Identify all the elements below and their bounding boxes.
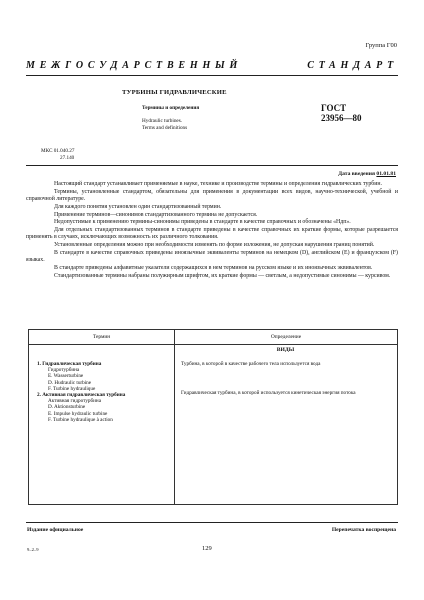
mks-codes — [41, 148, 74, 162]
mks-code-1: МКС 01.040.27 — [41, 148, 75, 154]
term-synonym: Активная гидротурбина — [48, 398, 101, 405]
page-number: 129 — [202, 545, 212, 552]
term-title: 1. Гидравлическая турбина — [37, 361, 102, 367]
paragraph: Стандартизованные термины набраны полужирным шрифтом, их краткие формы — светлым, а недопустимые синонимы — курсивом. — [54, 272, 391, 279]
paragraph: В стандарте в качестве справочных приведены иноязычные эквиваленты терминов на немецком (D), английском (E) и французском (F) языках. — [26, 249, 398, 264]
term-title: 2. Активная гидравлическая турбина — [37, 392, 126, 398]
section-heading: ВИДЫ — [276, 347, 295, 353]
paragraph: Для отдельных стандартизованных терминов в стандарте приведены в качестве справочных их краткие формы, которые разрешается применять в случаях, исключающих возможность их различного толкования. — [26, 227, 398, 241]
definition-1: Турбина, в которой в качестве рабочего тела используется вода — [181, 361, 321, 367]
english-title — [142, 118, 187, 132]
term-equivalent: D. Aktionsturbine — [48, 404, 86, 411]
print-code: 9–2–9 — [27, 547, 39, 552]
body-text — [26, 181, 398, 281]
term-entry-2 — [37, 392, 171, 423]
term-equivalent: E. Wasserturbine — [48, 373, 84, 380]
term-entry-1 — [37, 361, 171, 392]
paragraph: Настоящий стандарт устанавливает применяемые в науке, технике и производстве термины и определения гидравлических турбин. — [54, 181, 382, 187]
footer-rule — [26, 522, 398, 523]
banner-word-2: СТАНДАРТ — [307, 60, 398, 71]
column-header-term: Термин — [29, 330, 175, 344]
header-rule — [26, 165, 398, 166]
paragraph: Термины, установленные стандартом, обязательны для применения в документации всех видов, научно-технической, учебной и справочной литературе. — [26, 188, 398, 202]
term-synonym: Гидротурбина — [48, 367, 80, 374]
introduction-date — [338, 171, 396, 177]
introduction-date-value: 01.01.81 — [376, 171, 396, 177]
paragraph: Для каждого понятия установлен один стандартизованный термин. — [54, 203, 222, 210]
document-title: ТУРБИНЫ ГИДРАВЛИЧЕСКИЕ — [122, 89, 227, 96]
english-title-line-1: Hydraulic turbines. — [142, 118, 183, 124]
term-equivalent: E. Impulse hydraulic turbine — [48, 410, 108, 417]
terms-table — [28, 329, 398, 505]
gost-label: ГОСТ — [321, 103, 347, 113]
introduction-date-label: Дата введения — [338, 171, 376, 177]
definition-2: Гидравлическая турбина, в которой используется кинетическая энергия потока — [181, 390, 356, 396]
banner-word-1: МЕЖГОСУДАРСТВЕННЫЙ — [26, 60, 243, 71]
reprint-prohibited-note: Перепечатка воспрещена — [331, 527, 396, 533]
gost-number: 23956—80 — [321, 113, 362, 123]
english-title-line-2: Terms and definitions — [142, 125, 188, 131]
column-header-definition: Определение — [270, 334, 302, 340]
term-equivalent: D. Hudraulic turbine — [48, 379, 92, 386]
official-edition-note: Издание официальное — [27, 527, 84, 533]
column-divider — [174, 344, 175, 504]
document-subtitle: Термины и определения — [142, 105, 200, 111]
standard-banner — [26, 60, 398, 71]
mks-code-2: 27.140 — [60, 155, 75, 161]
paragraph: Недопустимые к применению термины-синонимы приведены в стандарте в качестве справочных и обозначены «Ндп». — [54, 219, 351, 226]
term-equivalent: F. Turbine hydraulique — [48, 385, 96, 392]
term-equivalent: F. Turbine hydraulique à action — [48, 416, 113, 423]
banner-rule — [26, 75, 398, 76]
table-header — [29, 330, 397, 345]
paragraph: Установленные определения можно при необходимости изменять по форме изложения, не допуская нарушения границ понятий. — [54, 242, 375, 249]
paragraph: В стандарте приведены алфавитные указатели содержащихся в нем терминов на русском языке и их иноязычных эквивалентов. — [54, 264, 373, 271]
paragraph: Применение терминов—синонимов стандартизованного термина не допускается. — [54, 211, 258, 218]
gost-designation — [321, 103, 362, 123]
group-code: Группа Г00 — [365, 42, 397, 49]
